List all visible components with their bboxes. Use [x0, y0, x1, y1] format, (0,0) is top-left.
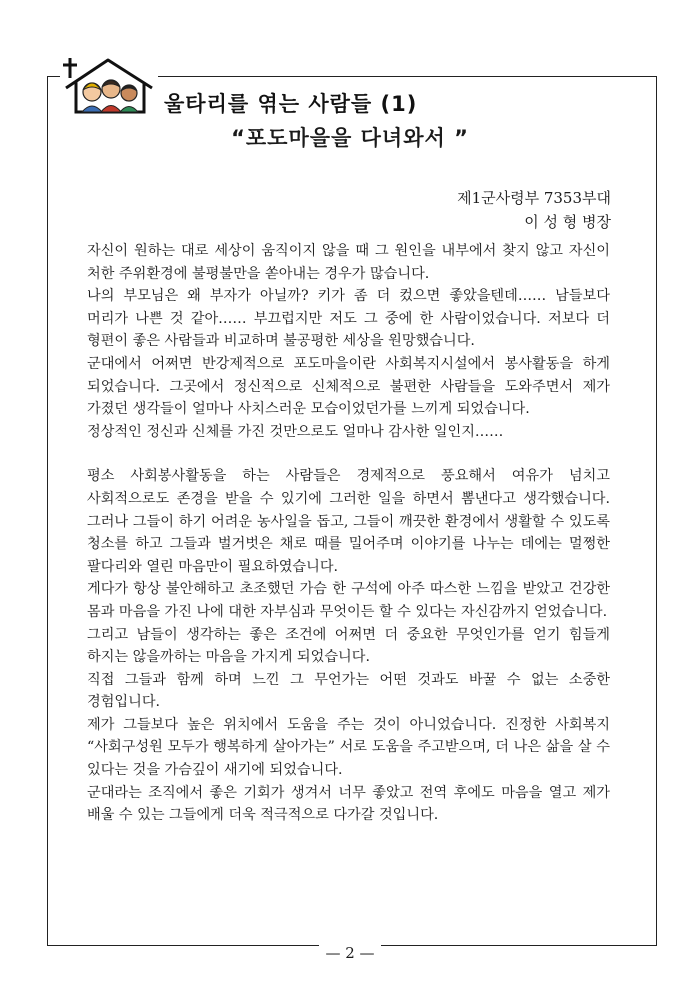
byline [457, 186, 611, 234]
author-name: 이 성 형 병장 [524, 213, 611, 231]
paragraph: 평소 사회봉사활동을 하는 사람들은 경제적으로 풍요해서 여유가 넘치고 사회적으로도 존경을 받을 수 있기에 그러한 일을 하면서 뽐낸다고 생각했습니다. 그러나 그들이 하기 어려운 농사일을 돕고, 그들이 깨끗한 환경에서 생활할 수 있도록 청소를 하고 그들과 벌거벗은 채로 때를 밀어주며 이야기를 나누는 데에는 멀쩡한 팔다리와 열린 마음만이 필요하였습니다. [87, 468, 610, 575]
paragraph: 군대에서 어쩌면 반강제적으로 포도마을이란 사회복지시설에서 봉사활동을 하게 되었습니다. 그곳에서 정신적으로 신체적으로 불편한 사람들을 도와주면서 제가 가졌던 생각들이 얼마나 사치스러운 모습이었던가를 느끼게 되었습니다. [87, 355, 610, 418]
paragraph: 나의 부모님은 왜 부자가 아닐까? 키가 좀 더 컸으면 좋았을텐데…… 남들보다 머리가 나쁜 것 같아…… 부끄럽지만 저도 그 중에 한 사람이었습니다. 저보다 더 형편이 좋은 사람들과 비교하며 불공평한 세상을 원망했습니다. [87, 288, 610, 350]
paragraph: 그리고 남들이 생각하는 좋은 조건에 어쩌면 더 중요한 무엇인가를 얻기 힘들게 하지는 않을까하는 마음을 가지게 되었습니다. [87, 626, 610, 666]
article-title: “포도마을을 다녀와서 ” [231, 126, 469, 150]
page-number [0, 944, 700, 962]
paragraph: 자신이 원하는 대로 세상이 움직이지 않을 때 그 원인을 내부에서 찾지 않고 자신이 처한 주위환경에 불평불만을 쏟아내는 경우가 많습니다. [87, 243, 610, 282]
paragraph: 제가 그들보다 높은 위치에서 도움을 주는 것이 아니었습니다. 진정한 사회복지 “사회구성원 모두가 행복하게 살아가는” 서로 도움을 주고받으며, 더 나은 삶을 살 수 있다는 것을 가슴깊이 새기에 되었습니다. [87, 716, 610, 779]
paragraph: 정상적인 정신과 신체를 가진 것만으로도 얼마나 감사한 일인지…… [87, 423, 504, 440]
series-title: 울타리를 엮는 사람들 (1) [162, 88, 423, 118]
article-body [87, 240, 610, 827]
paragraph: 직접 그들과 함께 하며 느낀 그 무언가는 어떤 것과도 바꿀 수 없는 소중한 경험입니다. [87, 671, 610, 711]
house-with-cross-and-people-icon [60, 54, 158, 120]
page-number-text: — 2 — [319, 944, 380, 962]
paragraph: 군대라는 조직에서 좋은 기회가 생겨서 너무 좋았고 전역 후에도 마음을 열고 제가 배울 수 있는 그들에게 더욱 적극적으로 다가갈 것입니다. [87, 784, 610, 824]
author-unit: 제1군사령부 7353부대 [457, 189, 611, 207]
paragraph: 게다가 항상 불안해하고 초조했던 가슴 한 구석에 아주 따스한 느낌을 받았고 건강한 몸과 마음을 가진 나에 대한 자부심과 무엇이든 할 수 있다는 자신감까지 얻었습니다. [87, 581, 610, 620]
